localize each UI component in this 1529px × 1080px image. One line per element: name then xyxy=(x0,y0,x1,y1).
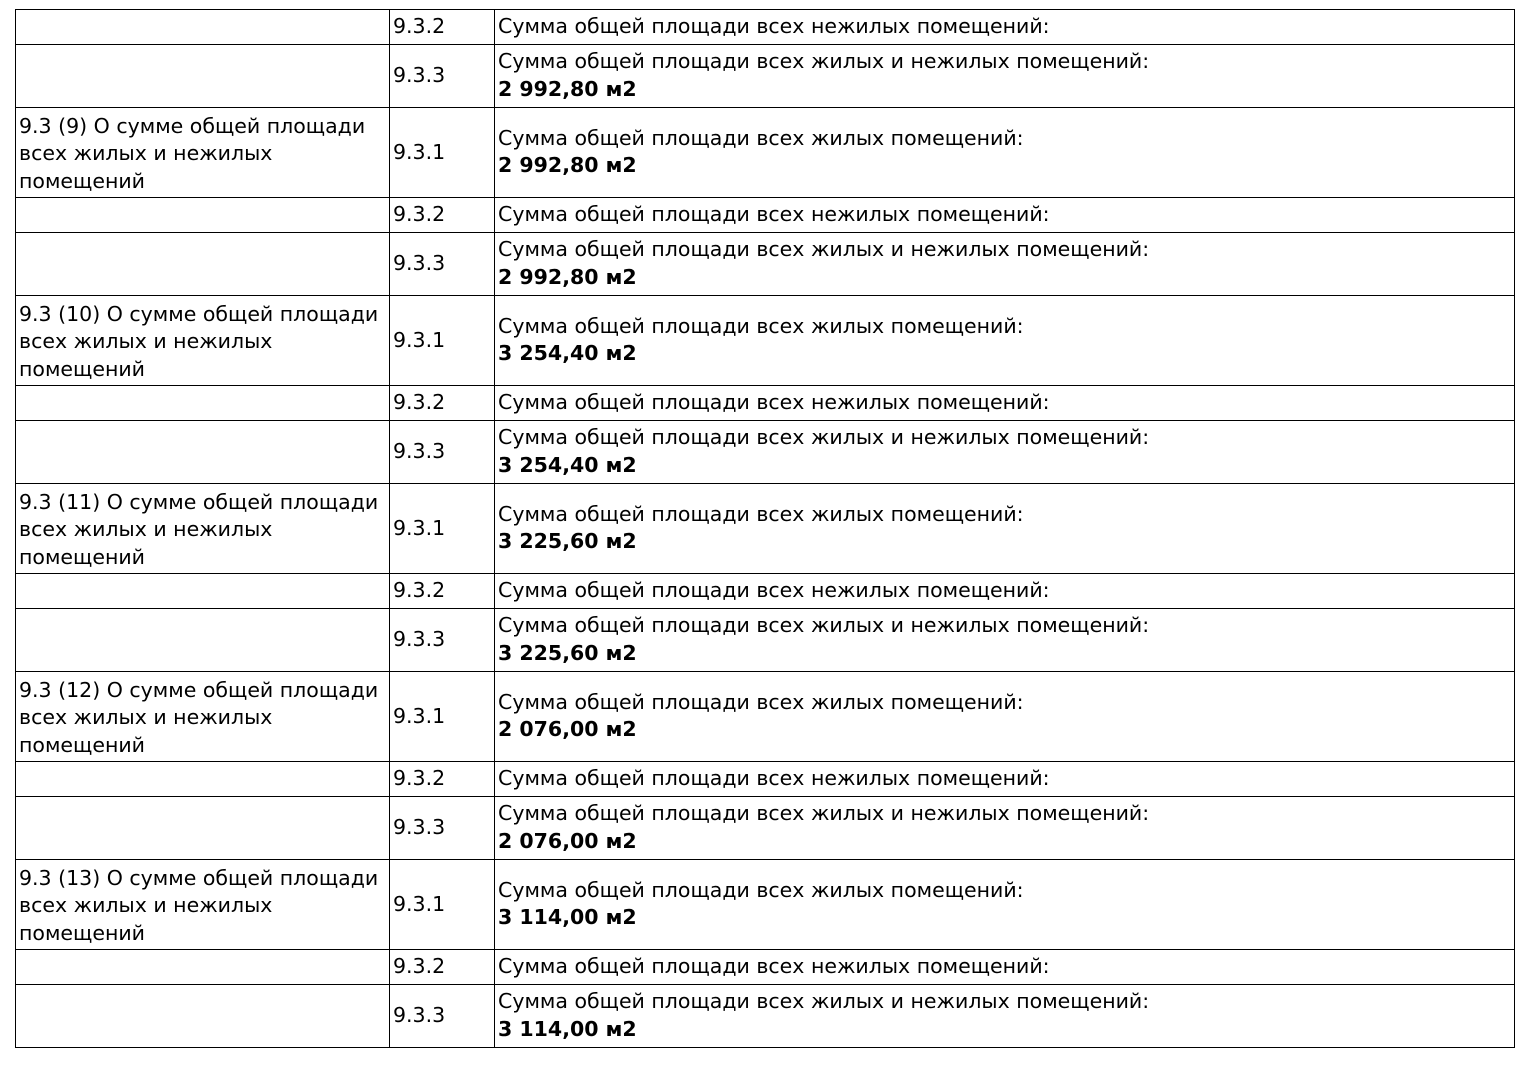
section-cell: 9.3 (13) О сумме общей площади всех жилых и нежилых помещений xyxy=(16,860,390,950)
section-cell xyxy=(16,985,390,1048)
description-cell xyxy=(495,985,1515,1048)
description-label: Сумма общей площади всех нежилых помещений: xyxy=(498,577,1050,602)
area-value: 2 992,80 м2 xyxy=(498,264,637,289)
table-row xyxy=(16,762,1515,797)
description-label: Сумма общей площади всех жилых и нежилых помещений: xyxy=(498,425,1150,449)
table-row xyxy=(16,950,1515,985)
section-cell: 9.3 (9) О сумме общей площади всех жилых и нежилых помещений xyxy=(16,108,390,198)
item-code-cell: 9.3.2 xyxy=(390,198,495,233)
description-cell xyxy=(495,860,1515,950)
section-cell: 9.3 (10) О сумме общей площади всех жилых и нежилых помещений xyxy=(16,296,390,386)
item-code-cell: 9.3.1 xyxy=(390,860,495,950)
table-row xyxy=(16,672,1515,762)
item-code-cell: 9.3.2 xyxy=(390,10,495,45)
area-value: 2 992,80 м2 xyxy=(498,76,637,101)
table-row xyxy=(16,386,1515,421)
section-cell xyxy=(16,233,390,296)
description-cell xyxy=(495,762,1515,797)
description-cell xyxy=(495,198,1515,233)
section-cell xyxy=(16,574,390,609)
item-code-cell: 9.3.3 xyxy=(390,45,495,108)
description-label: Сумма общей площади всех нежилых помещений: xyxy=(498,201,1050,226)
description-cell xyxy=(495,574,1515,609)
area-value: 3 254,40 м2 xyxy=(498,341,637,365)
description-cell xyxy=(495,797,1515,860)
table-row xyxy=(16,296,1515,386)
description-label: Сумма общей площади всех жилых помещений: xyxy=(498,501,1024,526)
section-cell xyxy=(16,762,390,797)
section-cell xyxy=(16,10,390,45)
description-label: Сумма общей площади всех жилых помещений: xyxy=(498,877,1024,902)
description-label: Сумма общей площади всех жилых и нежилых помещений: xyxy=(498,801,1150,825)
table-row xyxy=(16,108,1515,198)
table-row xyxy=(16,860,1515,950)
description-label: Сумма общей площади всех жилых и нежилых помещений: xyxy=(498,989,1150,1013)
description-label: Сумма общей площади всех жилых помещений: xyxy=(498,125,1024,150)
item-code-cell: 9.3.3 xyxy=(390,609,495,672)
section-cell xyxy=(16,198,390,233)
table-row xyxy=(16,10,1515,45)
area-summary-table xyxy=(15,9,1515,1048)
item-code-cell: 9.3.3 xyxy=(390,233,495,296)
description-cell xyxy=(495,950,1515,985)
item-code-cell: 9.3.3 xyxy=(390,421,495,484)
table-row xyxy=(16,609,1515,672)
table-row xyxy=(16,233,1515,296)
description-label: Сумма общей площади всех нежилых помещений: xyxy=(498,13,1050,38)
description-label: Сумма общей площади всех жилых помещений: xyxy=(498,689,1024,714)
area-value: 2 992,80 м2 xyxy=(498,153,637,177)
description-label: Сумма общей площади всех нежилых помещений: xyxy=(498,953,1050,978)
area-value: 3 254,40 м2 xyxy=(498,452,637,477)
table-row xyxy=(16,574,1515,609)
description-cell xyxy=(495,296,1515,386)
section-cell xyxy=(16,45,390,108)
section-cell xyxy=(16,950,390,985)
description-label: Сумма общей площади всех нежилых помещений: xyxy=(498,389,1050,414)
description-cell xyxy=(495,609,1515,672)
section-cell xyxy=(16,797,390,860)
item-code-cell: 9.3.2 xyxy=(390,386,495,421)
description-label: Сумма общей площади всех жилых и нежилых помещений: xyxy=(498,613,1150,637)
description-cell xyxy=(495,108,1515,198)
description-label: Сумма общей площади всех нежилых помещений: xyxy=(498,765,1050,790)
table-row xyxy=(16,421,1515,484)
table-row xyxy=(16,484,1515,574)
description-label: Сумма общей площади всех жилых помещений: xyxy=(498,313,1024,338)
description-cell xyxy=(495,386,1515,421)
item-code-cell: 9.3.1 xyxy=(390,672,495,762)
description-cell xyxy=(495,45,1515,108)
table-row xyxy=(16,985,1515,1048)
description-cell xyxy=(495,672,1515,762)
description-label: Сумма общей площади всех жилых и нежилых помещений: xyxy=(498,49,1150,73)
table-body xyxy=(16,10,1515,1048)
description-cell xyxy=(495,421,1515,484)
description-label: Сумма общей площади всех жилых и нежилых помещений: xyxy=(498,237,1150,261)
item-code-cell: 9.3.2 xyxy=(390,574,495,609)
table-row xyxy=(16,198,1515,233)
area-value: 3 225,60 м2 xyxy=(498,640,637,665)
area-value: 3 114,00 м2 xyxy=(498,905,637,929)
section-cell: 9.3 (11) О сумме общей площади всех жилых и нежилых помещений xyxy=(16,484,390,574)
item-code-cell: 9.3.1 xyxy=(390,484,495,574)
description-cell xyxy=(495,10,1515,45)
item-code-cell: 9.3.1 xyxy=(390,296,495,386)
item-code-cell: 9.3.3 xyxy=(390,985,495,1048)
section-cell xyxy=(16,609,390,672)
area-value: 3 225,60 м2 xyxy=(498,529,637,553)
table-row xyxy=(16,797,1515,860)
section-cell xyxy=(16,421,390,484)
description-cell xyxy=(495,484,1515,574)
item-code-cell: 9.3.2 xyxy=(390,762,495,797)
area-value: 3 114,00 м2 xyxy=(498,1016,637,1041)
section-cell: 9.3 (12) О сумме общей площади всех жилых и нежилых помещений xyxy=(16,672,390,762)
area-value: 2 076,00 м2 xyxy=(498,828,637,853)
area-value: 2 076,00 м2 xyxy=(498,717,637,741)
item-code-cell: 9.3.3 xyxy=(390,797,495,860)
item-code-cell: 9.3.1 xyxy=(390,108,495,198)
item-code-cell: 9.3.2 xyxy=(390,950,495,985)
table-row xyxy=(16,45,1515,108)
section-cell xyxy=(16,386,390,421)
description-cell xyxy=(495,233,1515,296)
